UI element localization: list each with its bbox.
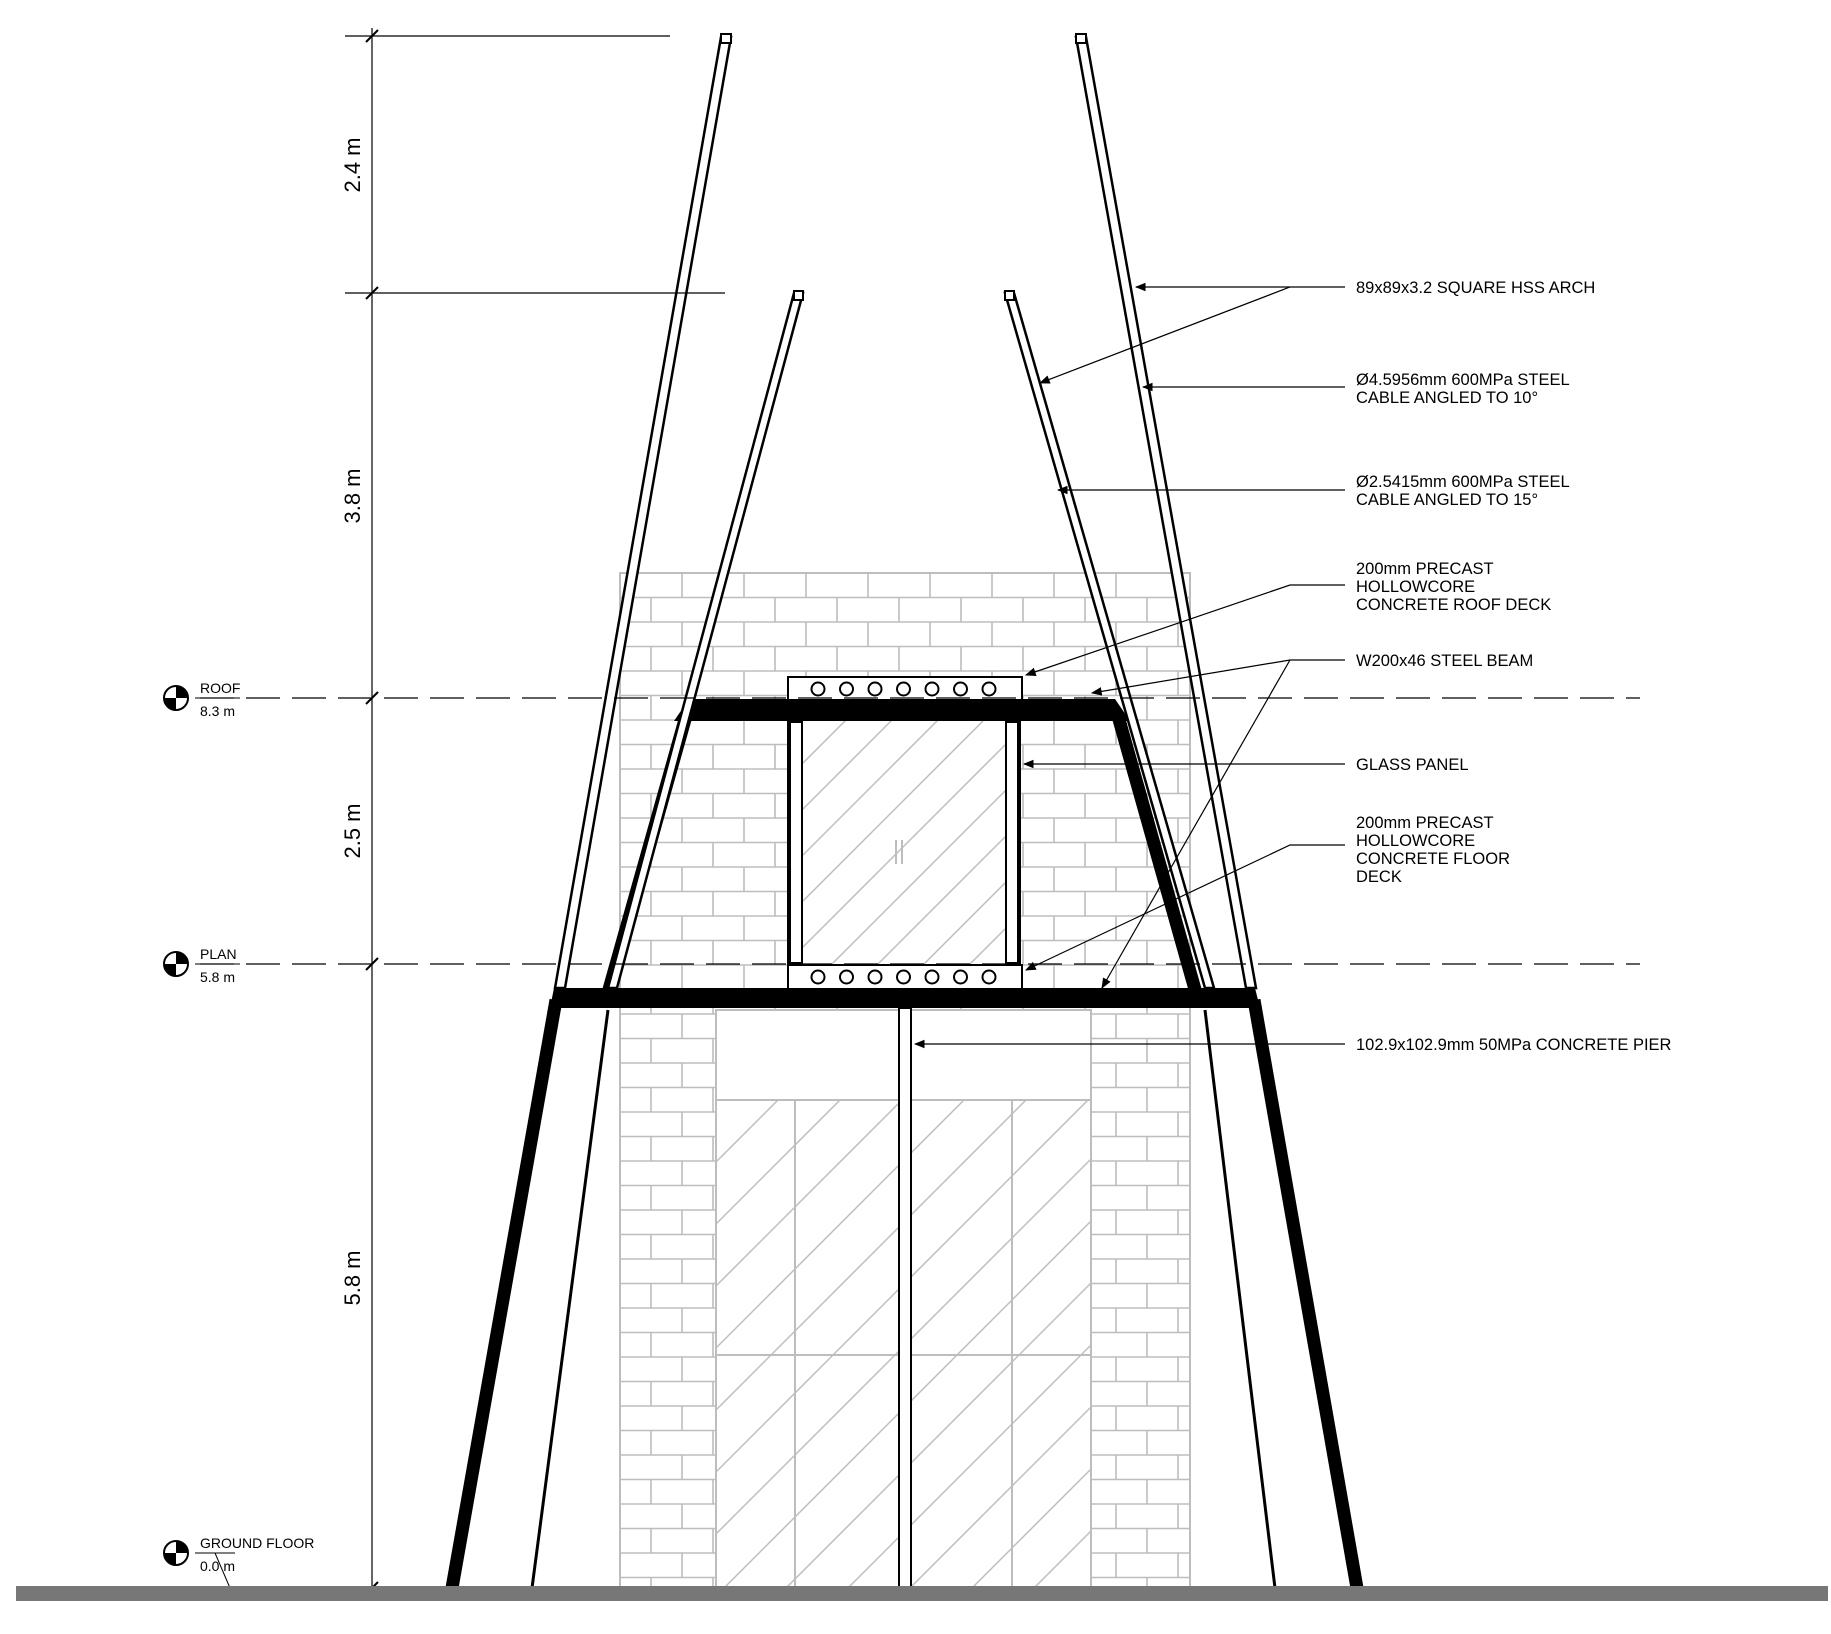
hollowcore-void <box>954 683 967 696</box>
hollowcore-void <box>869 971 882 984</box>
hollowcore-void <box>869 683 882 696</box>
annotation-cable-15 <box>1356 473 1570 509</box>
hollowcore-void <box>954 971 967 984</box>
hollowcore-void <box>897 971 910 984</box>
annotation-line: Ø2.5415mm 600MPa STEEL <box>1356 473 1570 491</box>
annotation-line: CABLE ANGLED TO 10° <box>1356 389 1539 407</box>
annotation-roof-deck <box>1356 560 1551 614</box>
annotation-line: W200x46 STEEL BEAM <box>1356 652 1534 670</box>
roof-steel-beam <box>674 699 1130 721</box>
annotation-line: CABLE ANGLED TO 15° <box>1356 491 1539 509</box>
annotation-steel-beam <box>1356 652 1533 670</box>
annotation-line: GLASS PANEL <box>1356 756 1469 774</box>
hollowcore-void <box>840 683 853 696</box>
hollowcore-void <box>812 683 825 696</box>
annotation-cable-10 <box>1356 371 1570 407</box>
floor-deck <box>788 965 1022 989</box>
concrete-pier <box>899 1008 911 1588</box>
level-marker-roof <box>164 680 240 719</box>
hollowcore-void <box>983 683 996 696</box>
dimension-5-8: 5.8 m <box>340 1250 365 1306</box>
ground-slab <box>16 1586 1828 1601</box>
dimension-string <box>345 28 725 1594</box>
dimension-2-4: 2.4 m <box>340 137 365 193</box>
annotation-line: 200mm PRECAST <box>1356 814 1494 832</box>
dimension-2-5: 2.5 m <box>340 803 365 859</box>
annotation-line: 102.9x102.9mm 50MPa CONCRETE PIER <box>1356 1036 1672 1054</box>
annotation-pier <box>1356 1036 1672 1054</box>
annotation-line: DECK <box>1356 868 1402 886</box>
annotation-line: CONCRETE FLOOR <box>1356 850 1511 868</box>
dimension-3-8: 3.8 m <box>340 468 365 524</box>
level-name-ground: GROUND FLOOR <box>200 1535 315 1551</box>
annotation-glass-panel <box>1356 756 1469 774</box>
annotation-floor-deck <box>1356 814 1510 886</box>
level-elevation-roof: 8.3 m <box>200 703 236 719</box>
hollowcore-void <box>897 683 910 696</box>
level-elevation-ground: 0.0 m <box>200 1558 236 1574</box>
annotation-line: HOLLOWCORE <box>1356 578 1476 596</box>
level-name-plan: PLAN <box>200 946 237 962</box>
glass-hatch <box>228 1100 716 1588</box>
annotation-hss-arch <box>1356 279 1595 297</box>
annotation-line: HOLLOWCORE <box>1356 832 1476 850</box>
floor-steel-beam <box>550 988 1260 1008</box>
level-name-roof: ROOF <box>200 680 241 696</box>
level-elevation-plan: 5.8 m <box>200 969 236 985</box>
hollowcore-void <box>840 971 853 984</box>
hollowcore-void <box>926 971 939 984</box>
level-marker-plan <box>164 946 240 985</box>
hollowcore-void <box>812 971 825 984</box>
hollowcore-void <box>983 971 996 984</box>
annotation-line: 89x89x3.2 SQUARE HSS ARCH <box>1356 279 1596 297</box>
annotation-line: 200mm PRECAST <box>1356 560 1494 578</box>
glass-hatch <box>290 1100 778 1588</box>
hollowcore-void <box>926 683 939 696</box>
annotation-line: CONCRETE ROOF DECK <box>1356 596 1552 614</box>
level-marker-ground <box>164 1535 314 1588</box>
annotation-line: Ø4.5956mm 600MPa STEEL <box>1356 371 1570 389</box>
